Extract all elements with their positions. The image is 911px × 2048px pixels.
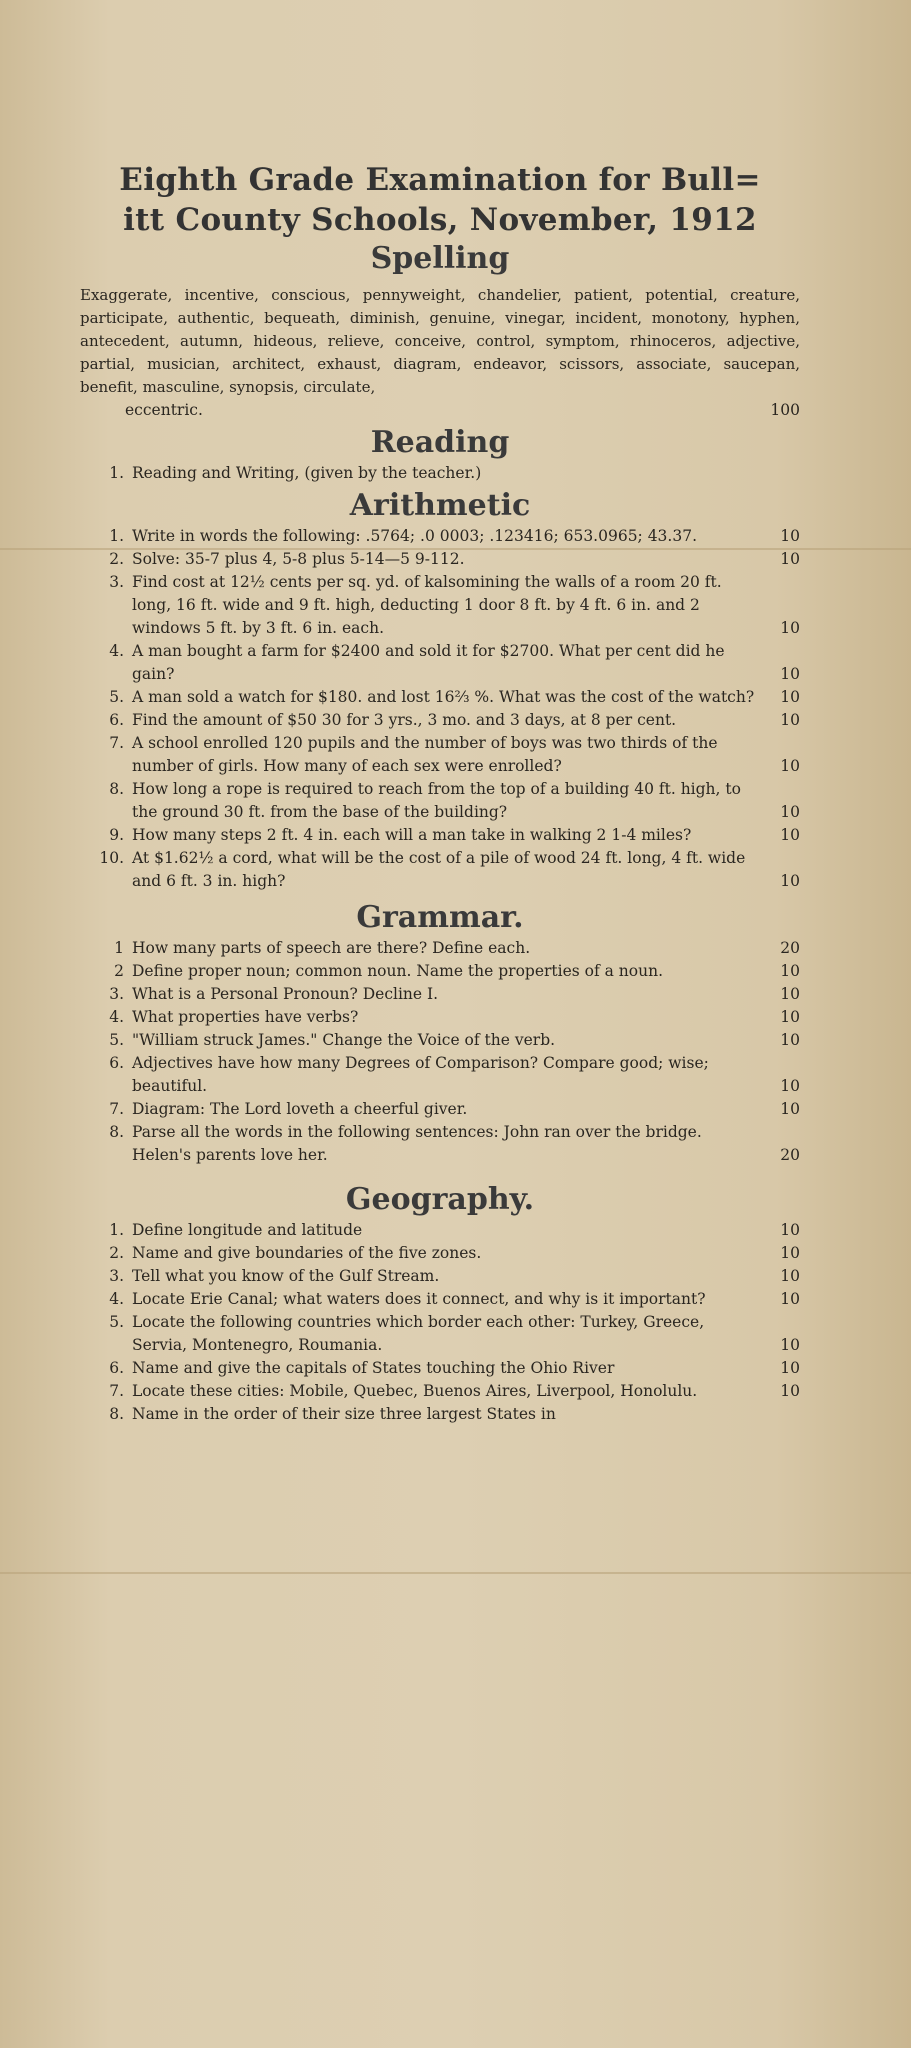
- question-points: 10: [780, 527, 800, 545]
- question-number: 3.: [109, 573, 124, 591]
- question-number: 5.: [109, 1031, 124, 1049]
- question-points: 10: [780, 1359, 800, 1377]
- grammar-question-6: [80, 1052, 800, 1098]
- exam-title: [80, 160, 800, 240]
- reading-heading: Reading: [370, 425, 510, 460]
- question-number: 9.: [109, 826, 124, 844]
- question-text: A school enrolled 120 pupils and the number of boys was two thirds of the number of girls. How many of each sex were enrolled?: [132, 734, 718, 775]
- question-points: 10: [780, 550, 800, 568]
- grammar-heading: Grammar.: [356, 900, 524, 935]
- geography-heading: Geography.: [345, 1182, 535, 1217]
- arithmetic-question-8: [80, 778, 800, 824]
- grammar-question-4: [80, 1006, 800, 1029]
- question-number: 2: [114, 962, 124, 980]
- grammar-question-5: [80, 1029, 800, 1052]
- geography-list: [80, 1219, 800, 1426]
- arithmetic-question-5: [80, 686, 800, 709]
- question-number: 10.: [99, 849, 124, 867]
- geography-question-8: [80, 1403, 800, 1426]
- arithmetic-question-10: [80, 847, 800, 893]
- question-text: At $1.62½ a cord, what will be the cost of a pile of wood 24 ft. long, 4 ft. wide and 6 ft. 3 in. high?: [132, 849, 746, 890]
- spelling-end: [80, 399, 800, 422]
- question-points: 20: [780, 939, 800, 957]
- question-number: 2.: [109, 550, 124, 568]
- spelling-heading: Spelling: [370, 241, 510, 276]
- question-number: 1.: [109, 1221, 124, 1239]
- question-points: 10: [780, 665, 800, 683]
- grammar-question-2: [80, 960, 800, 983]
- geography-question-5: [80, 1311, 800, 1357]
- spelling-words: Exaggerate, incentive, conscious, pennyweight, chandelier, patient, potential, creature, participate, authentic, bequeath, diminish, genuine, vinegar, incident, monotony, hyphen, antecedent, autumn, hideous, relieve, conceive, control, symptom, rhinoceros, adjective, partial, musician, architect, exhaust, diagram, endeavor, scissors, associate, saucepan, benefit, masculine, synopsis, circulate,: [80, 286, 800, 396]
- question-text: Define longitude and latitude: [132, 1221, 363, 1239]
- question-text: Name in the order of their size three largest States in: [132, 1405, 556, 1423]
- title-line-1: Eighth Grade Examination for Bull=: [119, 162, 761, 198]
- question-points: 10: [780, 826, 800, 844]
- question-text: Locate the following countries which border each other: Turkey, Greece, Servia, Montenegro, Roumania.: [132, 1313, 705, 1354]
- grammar-question-1: [80, 937, 800, 960]
- question-points: 10: [780, 985, 800, 1003]
- question-number: 3.: [109, 1267, 124, 1285]
- question-text: Parse all the words in the following sentences: John ran over the bridge. Helen's parents love her.: [132, 1123, 702, 1164]
- geography-question-7: [80, 1380, 800, 1403]
- question-points: 10: [780, 962, 800, 980]
- arithmetic-heading: Arithmetic: [349, 488, 531, 523]
- geography-question-1: [80, 1219, 800, 1242]
- question-points: 10: [780, 1008, 800, 1026]
- question-points: 10: [780, 688, 800, 706]
- question-text: Locate these cities: Mobile, Quebec, Buenos Aires, Liverpool, Honolulu.: [132, 1382, 698, 1400]
- fold-line: [0, 1572, 911, 1574]
- question-text: Solve: 35-7 plus 4, 5-8 plus 5-14—5 9-112.: [132, 550, 465, 568]
- reading-list: [80, 462, 800, 485]
- grammar-question-8: [80, 1121, 800, 1167]
- question-points: 10: [780, 872, 800, 890]
- question-number: 5.: [109, 1313, 124, 1331]
- question-number: 4.: [109, 642, 124, 660]
- question-text: Find the amount of $50 30 for 3 yrs., 3 mo. and 3 days, at 8 per cent.: [132, 711, 677, 729]
- question-points: 20: [780, 1146, 800, 1164]
- question-text: A man sold a watch for $180. and lost 16⅔ %. What was the cost of the watch?: [132, 688, 755, 706]
- question-points: 10: [780, 757, 800, 775]
- question-number: 8.: [109, 1405, 124, 1423]
- question-text: What properties have verbs?: [132, 1008, 359, 1026]
- question-text: Name and give the capitals of States touching the Ohio River: [132, 1359, 615, 1377]
- grammar-list: [80, 937, 800, 1167]
- question-points: 10: [780, 1221, 800, 1239]
- question-points: 10: [780, 1077, 800, 1095]
- arithmetic-question-7: [80, 732, 800, 778]
- question-number: 6.: [109, 1359, 124, 1377]
- grammar-question-7: [80, 1098, 800, 1121]
- geography-question-6: [80, 1357, 800, 1380]
- question-text: Find cost at 12½ cents per sq. yd. of kalsomining the walls of a room 20 ft. long, 16 ft. wide and 9 ft. high, deducting 1 door 8 ft. by 4 ft. 6 in. and 2 windows 5 ft. by 3 ft. 6 in. each.: [132, 573, 722, 637]
- question-number: 1.: [109, 527, 124, 545]
- exam-document: [80, 160, 800, 1426]
- question-text: How many steps 2 ft. 4 in. each will a man take in walking 2 1-4 miles?: [132, 826, 692, 844]
- question-number: 4.: [109, 1008, 124, 1026]
- question-points: 10: [780, 1336, 800, 1354]
- question-text: Reading and Writing, (given by the teacher.): [132, 464, 482, 482]
- question-number: 8.: [109, 1123, 124, 1141]
- question-text: Name and give boundaries of the five zones.: [132, 1244, 482, 1262]
- arithmetic-question-4: [80, 640, 800, 686]
- question-text: A man bought a farm for $2400 and sold it for $2700. What per cent did he gain?: [132, 642, 725, 683]
- question-text: Write in words the following: .5764; .0 0003; .123416; 653.0965; 43.37.: [132, 527, 698, 545]
- question-number: 7.: [109, 734, 124, 752]
- question-number: 8.: [109, 780, 124, 798]
- question-text: How many parts of speech are there? Define each.: [132, 939, 531, 957]
- question-number: 7.: [109, 1382, 124, 1400]
- question-text: Locate Erie Canal; what waters does it connect, and why is it important?: [132, 1290, 706, 1308]
- question-points: 10: [780, 1267, 800, 1285]
- question-points: 10: [780, 619, 800, 637]
- question-points: 10: [780, 1244, 800, 1262]
- question-points: 10: [780, 1031, 800, 1049]
- arithmetic-question-6: [80, 709, 800, 732]
- question-text: Adjectives have how many Degrees of Comparison? Compare good; wise; beautiful.: [132, 1054, 709, 1095]
- question-number: 4.: [109, 1290, 124, 1308]
- question-points: 10: [780, 711, 800, 729]
- question-text: Diagram: The Lord loveth a cheerful giver.: [132, 1100, 468, 1118]
- spelling-points: 100: [770, 401, 800, 419]
- grammar-question-3: [80, 983, 800, 1006]
- arithmetic-question-3: [80, 571, 800, 640]
- question-number: 1.: [109, 464, 124, 482]
- question-number: 2.: [109, 1244, 124, 1262]
- geography-question-4: [80, 1288, 800, 1311]
- title-line-2: itt County Schools, November, 1912: [123, 202, 757, 238]
- question-number: 1: [114, 939, 124, 957]
- question-points: 10: [780, 1382, 800, 1400]
- question-number: 6.: [109, 711, 124, 729]
- arithmetic-list: [80, 525, 800, 893]
- geography-question-3: [80, 1265, 800, 1288]
- question-points: 10: [780, 1100, 800, 1118]
- question-number: 6.: [109, 1054, 124, 1072]
- reading-question-1: [80, 462, 800, 485]
- arithmetic-question-2: [80, 548, 800, 571]
- question-text: Define proper noun; common noun. Name the properties of a noun.: [132, 962, 664, 980]
- arithmetic-question-1: [80, 525, 800, 548]
- question-number: 7.: [109, 1100, 124, 1118]
- question-number: 5.: [109, 688, 124, 706]
- question-text: Tell what you know of the Gulf Stream.: [132, 1267, 440, 1285]
- question-number: 3.: [109, 985, 124, 1003]
- question-text: What is a Personal Pronoun? Decline I.: [132, 985, 439, 1003]
- question-text: How long a rope is required to reach from the top of a building 40 ft. high, to the ground 30 ft. from the base of the building?: [132, 780, 741, 821]
- question-text: "William struck James." Change the Voice of the verb.: [132, 1031, 556, 1049]
- spelling-last-word: eccentric.: [125, 401, 203, 419]
- geography-question-2: [80, 1242, 800, 1265]
- arithmetic-question-9: [80, 824, 800, 847]
- question-points: 10: [780, 1290, 800, 1308]
- question-points: 10: [780, 803, 800, 821]
